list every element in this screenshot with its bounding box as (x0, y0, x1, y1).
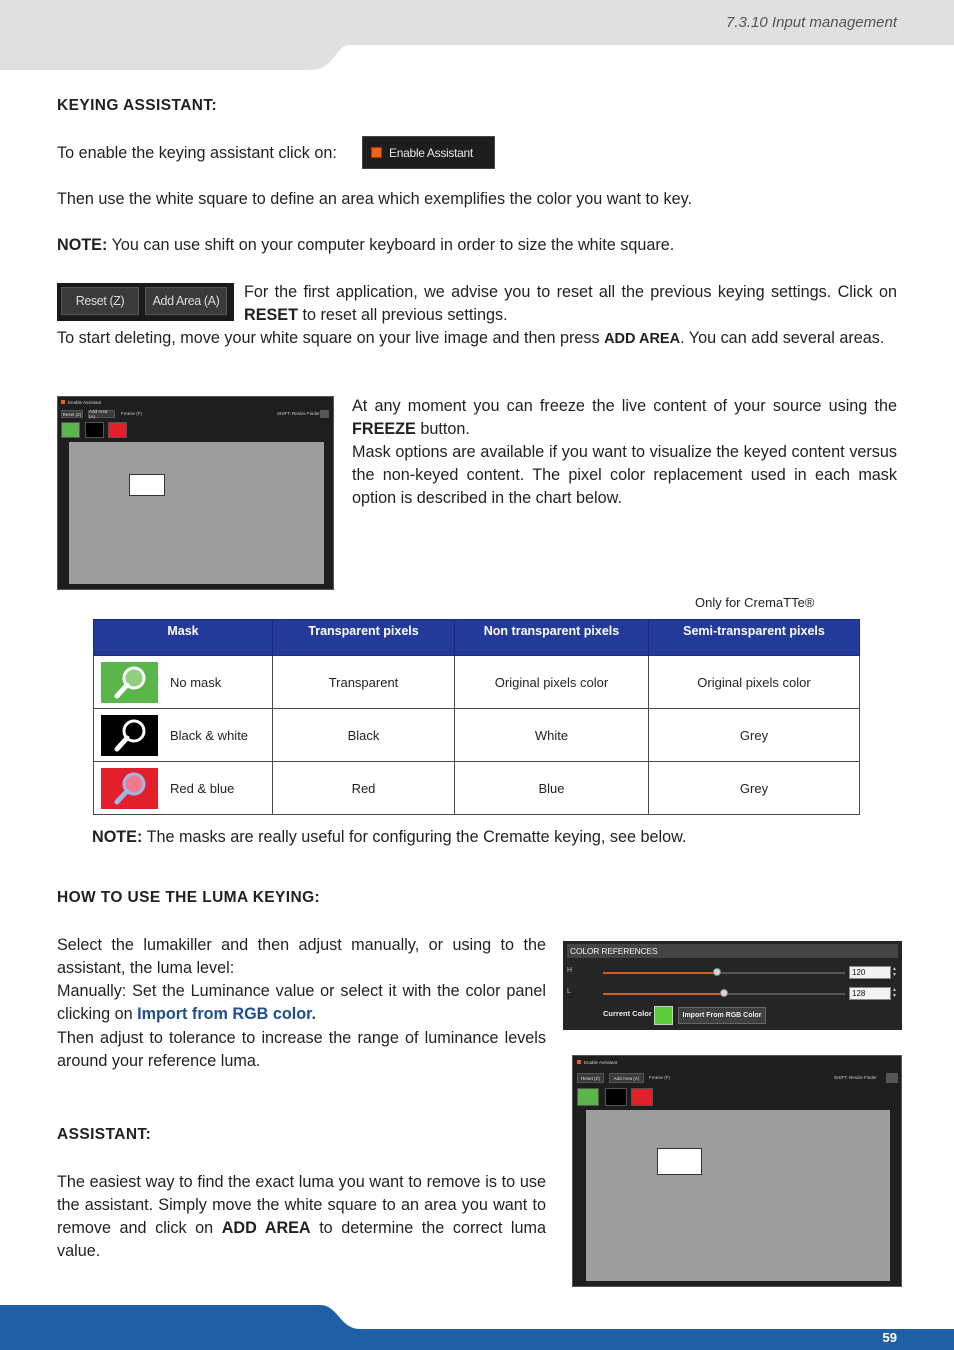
table-row (94, 656, 860, 709)
magnifier-green-icon[interactable] (61, 422, 80, 438)
header-mask: Mask (94, 620, 273, 656)
h-slider-fill (603, 972, 717, 974)
import-rgb-link[interactable]: Import from RGB color. (137, 1005, 317, 1023)
cell-non-transparent: Blue (455, 762, 649, 815)
shot-add-area-button[interactable]: Add Area (A) (88, 410, 115, 418)
h-value-field[interactable]: 120 (849, 966, 891, 979)
magnifier-black-icon[interactable] (85, 422, 104, 438)
l-spinner-icon[interactable]: ▲ ▼ (892, 987, 897, 999)
mask-options-paragraph: Mask options are available if you want to visualize the keyed content versus the non-keyed content. The pixel color replacement used in each mask option is described in the chart below. (352, 443, 897, 507)
preview-canvas[interactable] (69, 442, 324, 584)
cell-semi: Grey (649, 709, 860, 762)
freeze-text-a: At any moment you can freeze the live content of your source using the (352, 397, 897, 415)
shot-reset-button[interactable]: Reset (Z) (577, 1073, 604, 1083)
reset-button[interactable]: Reset (Z) (61, 287, 139, 315)
magnifier-red-icon (101, 768, 158, 809)
checkbox-icon (371, 147, 382, 158)
shot-enable-label: Enable Assistant (68, 399, 102, 405)
mask-table (93, 619, 860, 815)
header-semi-transparent: Semi-transparent pixels (649, 620, 860, 656)
note-label: NOTE: (92, 828, 143, 846)
magnifier-black-icon[interactable] (605, 1088, 627, 1106)
magnifier-red-icon[interactable] (108, 422, 127, 438)
magnifier-green-icon (101, 662, 158, 703)
note-label: NOTE: (57, 236, 108, 254)
import-rgb-button[interactable]: Import From RGB Color (678, 1007, 766, 1024)
header-band (0, 0, 954, 70)
current-color-label: Current Color (603, 1009, 652, 1018)
keying-assistant-heading: KEYING ASSISTANT: (57, 97, 218, 114)
delete-paragraph (57, 327, 897, 351)
color-references-panel (563, 941, 902, 1030)
cell-transparent: Black (273, 709, 455, 762)
assistant-heading: ASSISTANT: (57, 1126, 152, 1143)
table-row (94, 762, 860, 815)
luma-para-1: Select the lumakiller and then adjust manually, or using to the assistant, the luma level: (57, 936, 546, 977)
shot-enable-label: Enable Assistant (584, 1059, 618, 1065)
header-transparent: Transparent pixels (273, 620, 455, 656)
shot-finder-toggle[interactable] (886, 1073, 898, 1083)
shot-finder-toggle[interactable] (320, 410, 329, 418)
note-text: You can use shift on your computer keyboard in order to size the white square. (107, 236, 675, 254)
cell-semi: Grey (649, 762, 860, 815)
add-area-bold: ADD AREA (221, 1219, 311, 1237)
shot-reset-button[interactable]: Reset (Z) (62, 411, 82, 417)
shot-freeze-label[interactable]: Freeze (F) (649, 1075, 671, 1080)
white-square-paragraph: Then use the white square to define an area which exemplifies the color you want to key. (57, 190, 692, 208)
enable-assistant-button[interactable] (362, 136, 495, 169)
freeze-paragraph (352, 395, 897, 441)
luma-keying-heading: HOW TO USE THE LUMA KEYING: (57, 889, 321, 906)
cell-transparent: Red (273, 762, 455, 815)
l-slider-handle[interactable] (720, 989, 728, 997)
current-color-swatch[interactable] (654, 1006, 673, 1025)
shift-note (57, 234, 897, 257)
cell-semi: Original pixels color (649, 656, 860, 709)
assistant-screenshot-small (57, 396, 334, 590)
shot-freeze-label[interactable]: Freeze (F) (121, 411, 143, 416)
shot-add-area-button[interactable]: Add Area (A) (609, 1073, 644, 1083)
table-row (94, 709, 860, 762)
freeze-text-b: button. (415, 420, 470, 438)
luma-para-3: Then adjust to tolerance to increase the range of luminance levels around your reference luma. (57, 1029, 546, 1070)
h-slider-handle[interactable] (713, 968, 721, 976)
magnifier-green-icon[interactable] (577, 1088, 599, 1106)
cell-non-transparent: Original pixels color (455, 656, 649, 709)
magnifier-black-icon (101, 715, 158, 756)
add-area-button[interactable]: Add Area (A) (145, 287, 227, 315)
white-square-finder[interactable] (657, 1148, 702, 1175)
assistant-paragraph (57, 1171, 546, 1263)
h-label: H (567, 967, 573, 974)
assistant-text-b: to determine the correct luma value. (57, 1219, 546, 1260)
h-spinner-icon[interactable]: ▲ ▼ (892, 966, 897, 978)
freeze-bold: FREEZE (352, 420, 416, 438)
mask-name: Red & blue (170, 780, 235, 796)
reset-text-a: For the first application, we advise you to reset all the previous keying settings. Click on (244, 283, 897, 301)
color-references-title: COLOR REFERENCES (567, 944, 898, 958)
enable-checkbox-icon (61, 400, 65, 404)
reset-text-b: to reset all previous settings. (297, 306, 508, 324)
reset-paragraph (244, 281, 897, 327)
luma-para-2 (57, 980, 546, 1026)
enable-intro-text: To enable the keying assistant click on: (57, 144, 337, 162)
l-label: L (567, 988, 571, 995)
l-slider-fill (603, 993, 724, 995)
l-value-field[interactable]: 128 (849, 987, 891, 1000)
enable-checkbox-icon (577, 1060, 581, 1064)
cell-transparent: Transparent (273, 656, 455, 709)
preview-canvas[interactable] (586, 1110, 890, 1281)
luma-para-2-text: Manually: Set the Luminance value or select it with the color panel clicking on (57, 982, 546, 1023)
assistant-screenshot-large (572, 1055, 902, 1287)
note-text: The masks are really useful for configuring the Crematte keying, see below. (142, 828, 687, 846)
mask-name: No mask (170, 674, 222, 690)
enable-assistant-label: Enable Assistant (389, 145, 473, 160)
reset-bold: RESET (244, 306, 298, 324)
header-non-transparent: Non transparent pixels (455, 620, 649, 656)
section-header-title: 7.3.10 Input management (726, 14, 897, 31)
cell-non-transparent: White (455, 709, 649, 762)
add-area-bold: ADD AREA (604, 331, 681, 347)
mask-name: Black & white (170, 727, 249, 743)
table-caption: Only for CremaTTe® (695, 595, 815, 610)
white-square-finder[interactable] (129, 474, 165, 496)
footer-band (0, 1300, 954, 1350)
delete-text-a: To start deleting, move your white square on your live image and then press (57, 329, 605, 347)
magnifier-red-icon[interactable] (631, 1088, 653, 1106)
delete-text-b: . You can add several areas. (680, 329, 885, 347)
shot-finder-label: SHIFT: Resize Finder (834, 1075, 877, 1080)
reset-add-toolbar (57, 283, 234, 321)
page-number: 59 (882, 1330, 897, 1345)
masks-note (92, 826, 686, 849)
assistant-text-a: The easiest way to find the exact luma you want to remove is to use the assistant. Simply move the white square to an area you want to remove and click on (57, 1173, 546, 1237)
shot-finder-label: SHIFT: Resize Finder (277, 411, 320, 416)
